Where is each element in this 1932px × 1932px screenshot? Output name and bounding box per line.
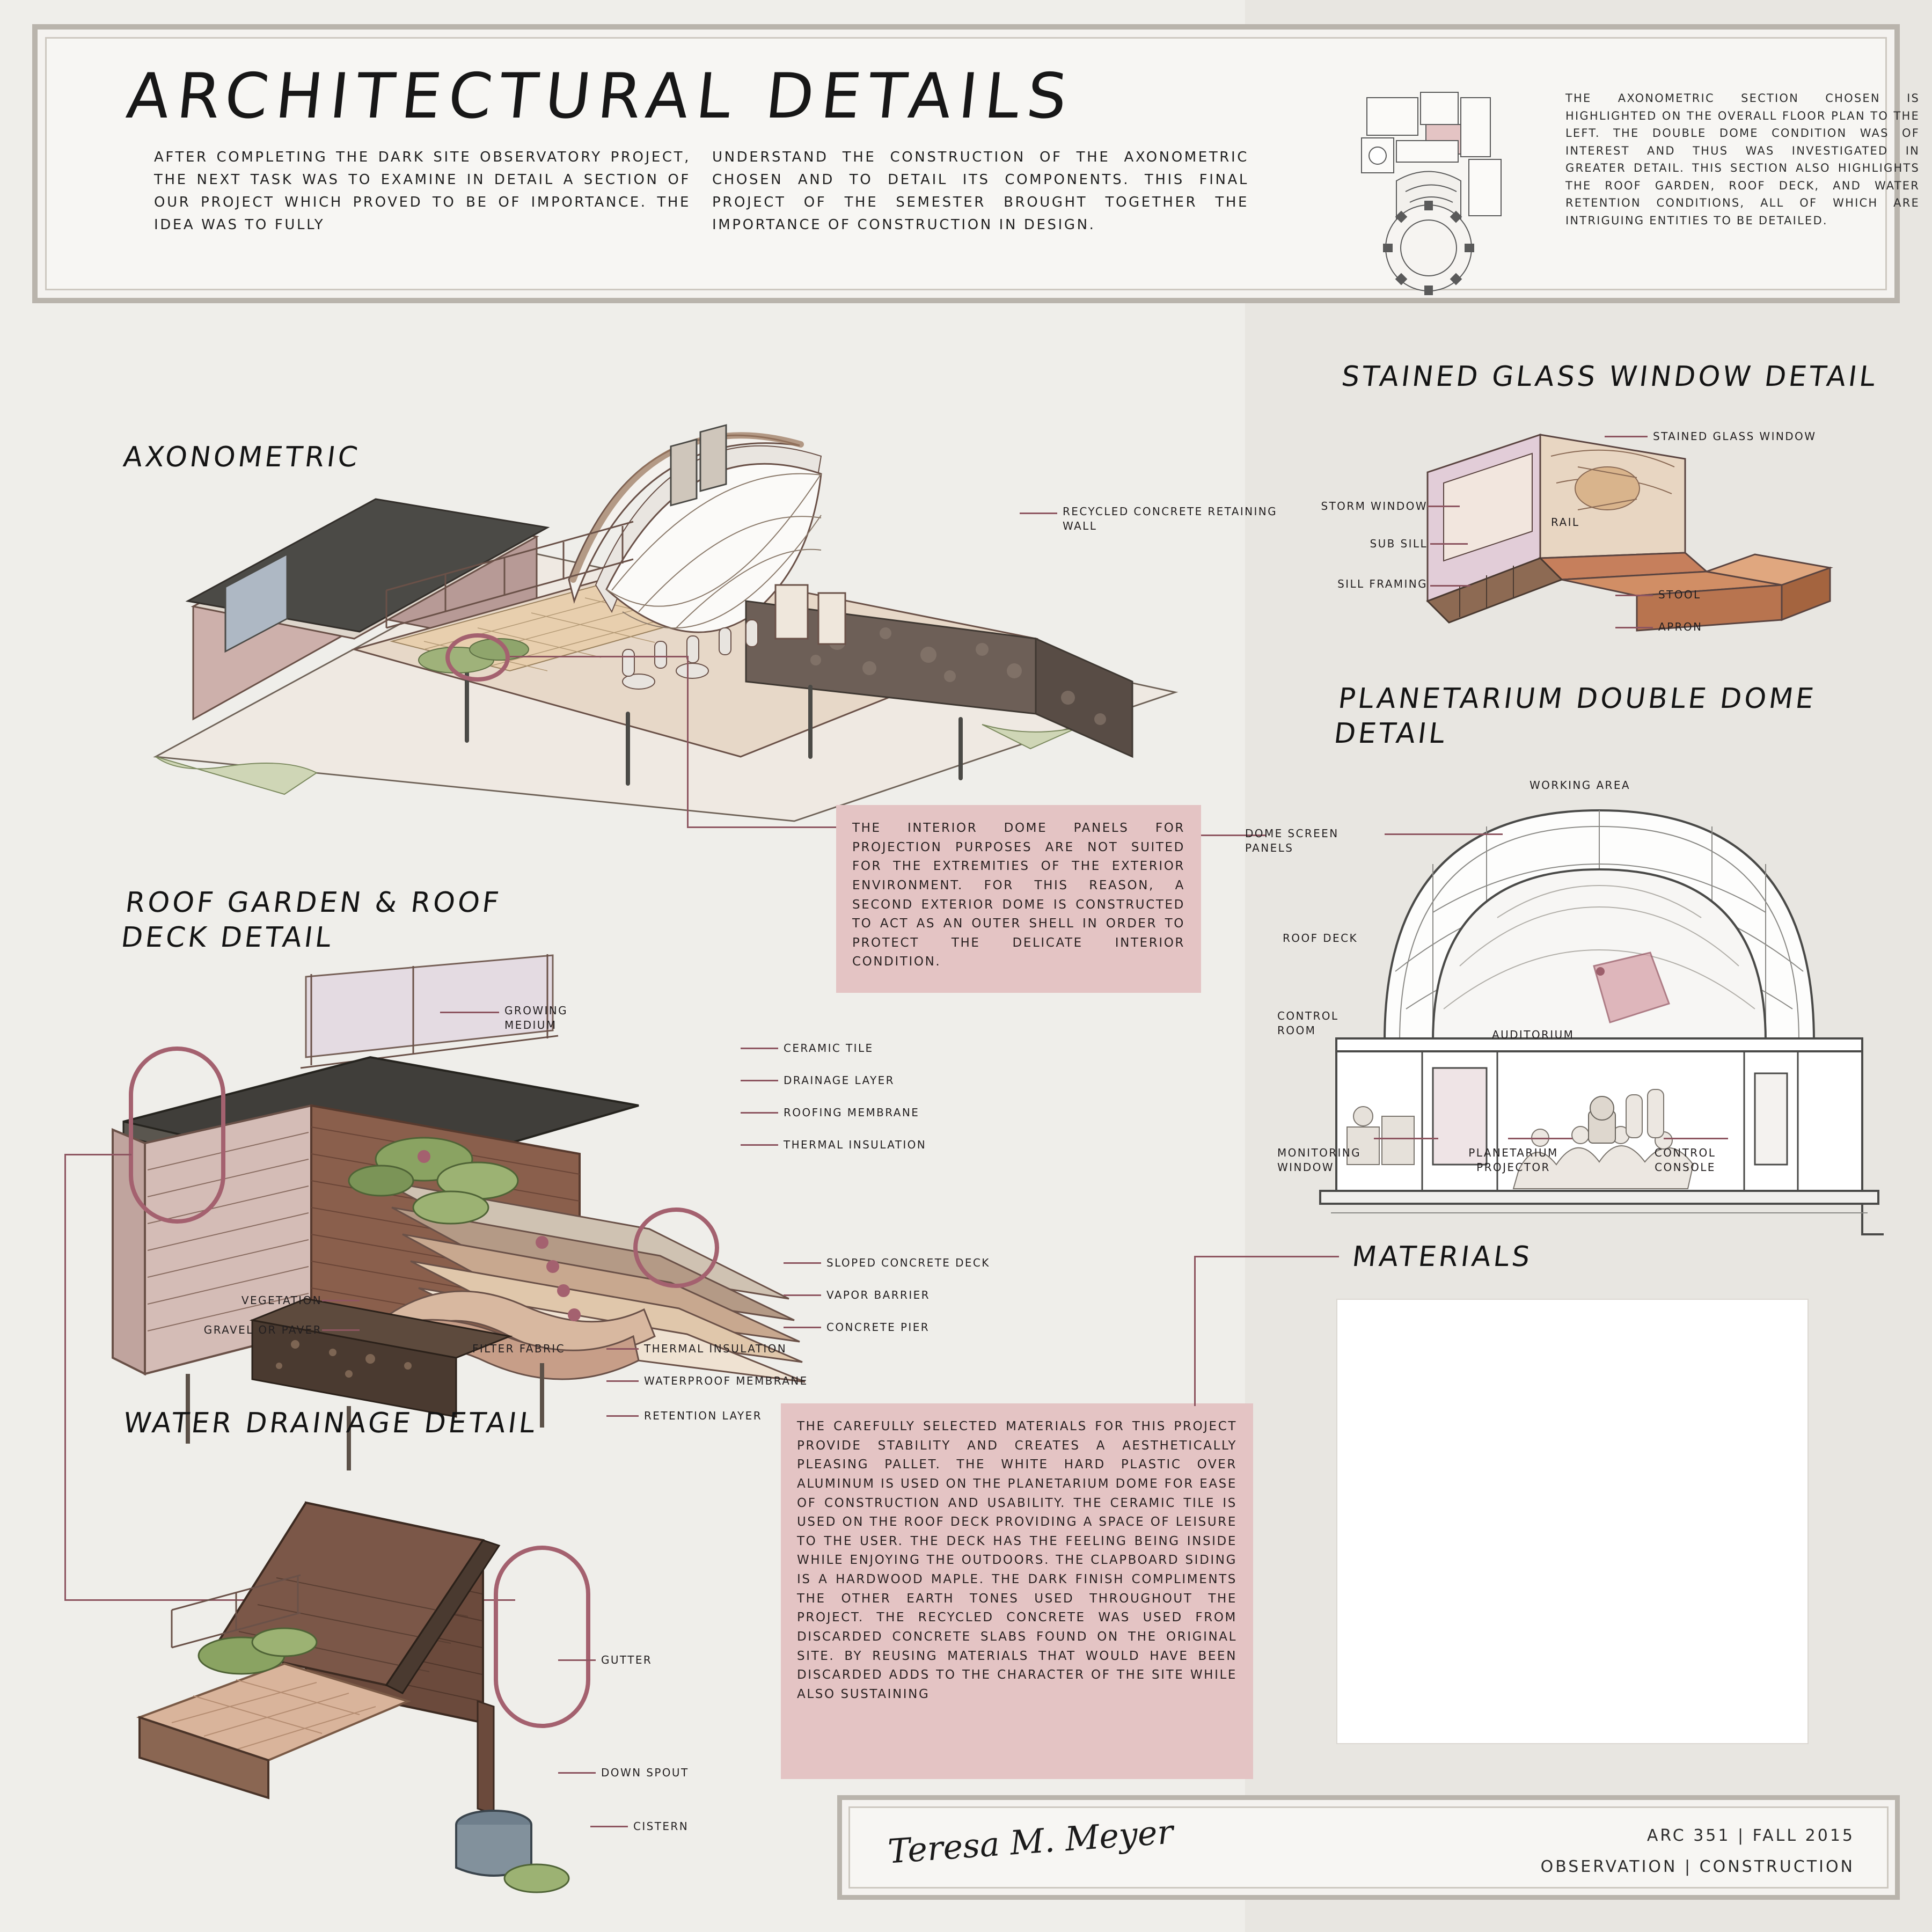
leader-growing-medium <box>440 1012 499 1013</box>
leader-control-console <box>1664 1138 1728 1139</box>
label-ceramic-tile: CERAMIC TILE <box>784 1042 874 1055</box>
water-drainage-drawing <box>107 1470 724 1911</box>
materials-swatch-panel <box>1336 1299 1809 1744</box>
label-growing-medium: GROWING MEDIUM <box>504 1004 568 1031</box>
leader-down-spout <box>558 1772 596 1774</box>
label-monitoring-window: MONITORING WINDOW <box>1277 1146 1362 1174</box>
footer-subtitle: OBSERVATION | CONSTRUCTION <box>1540 1857 1855 1876</box>
intro-paragraph-right: UNDERSTAND THE CONSTRUCTION OF THE AXONOMETRIC CHOSEN AND TO DETAIL ITS COMPONENTS. THIS FINAL PROJECT OF THE SEMESTER BROUGHT TOGETHER THE IMPORTANCE OF CONSTRUCTION IN DESIGN. <box>712 149 1249 233</box>
header-band <box>32 24 1920 303</box>
intro-paragraph-left: AFTER COMPLETING THE DARK SITE OBSERVATORY PROJECT, THE NEXT TASK WAS TO EXAMINE IN DETAIL A SECTION OF OUR PROJECT WHICH PROVED TO BE OF IMPORTANCE. THE IDEA WAS TO FULLY <box>154 149 691 233</box>
section-title-roof-garden: ROOF GARDEN & ROOF DECK DETAIL <box>119 887 503 954</box>
stained-glass-drawing <box>1406 424 1894 639</box>
leader-stool <box>1615 595 1653 596</box>
label-drainage-layer: DRAINAGE LAYER <box>784 1074 895 1087</box>
leader-sloped-concrete-deck <box>784 1262 821 1264</box>
leader-vapor-barrier <box>784 1294 821 1296</box>
leader-materials-h <box>1194 1256 1339 1257</box>
leader-materials-v <box>1194 1256 1196 1406</box>
label-gutter: GUTTER <box>601 1653 653 1666</box>
section-title-axonometric: AXONOMETRIC <box>121 441 362 473</box>
leader-axon-to-note-h2 <box>687 826 837 828</box>
leader-ceramic-tile <box>741 1048 778 1049</box>
signature: Teresa M. Meyer <box>887 1812 1175 1871</box>
leader-thermal-insulation <box>741 1144 778 1146</box>
footer-inner-frame <box>848 1806 1889 1889</box>
highlight-circle-gutter <box>494 1546 590 1728</box>
section-title-stained-glass: STAINED GLASS WINDOW DETAIL <box>1340 361 1880 393</box>
leader-stained-glass-window <box>1605 436 1648 437</box>
label-planetarium-projector: PLANETARIUM PROJECTOR <box>1468 1146 1558 1174</box>
leader-gutter <box>558 1659 596 1661</box>
section-title-materials: MATERIALS <box>1350 1241 1534 1273</box>
leader-drainage-layer <box>741 1080 778 1081</box>
leader-thermal-insulation-2 <box>606 1348 639 1350</box>
axonometric-drawing <box>123 349 1197 826</box>
leader-apron <box>1615 627 1653 628</box>
leader-roof-left-v <box>64 1154 66 1599</box>
label-thermal-insulation-2: THERMAL INSULATION <box>644 1342 787 1355</box>
key-plan-note: THE AXONOMETRIC SECTION CHOSEN IS HIGHLIGHTED ON THE OVERALL FLOOR PLAN TO THE LEFT. THE DOUBLE DOME CONDITION WAS OF INTEREST AND THUS WAS INVESTIGATED IN GREATER DETAIL. THIS SECTION ALSO HIGHLIGHTS THE ROOF GARDEN, ROOF DECK, AND WATER RETENTION CONDITIONS, ALL OF WHICH ARE INTRIGUING ENTITIES TO BE DETAILED. <box>1565 92 1920 227</box>
leader-retaining-wall <box>1020 513 1057 514</box>
label-filter-fabric: FILTER FABRIC <box>472 1342 565 1355</box>
highlight-circle-roof-right <box>633 1208 719 1288</box>
label-sill-framing: SILL FRAMING <box>1337 577 1428 590</box>
note-double-dome: THE INTERIOR DOME PANELS FOR PROJECTION PURPOSES ARE NOT SUITED FOR THE EXTREMITIES OF THE EXTERIOR ENVIRONMENT. FOR THIS REASON, A SECOND EXTERIOR DOME IS CONSTRUCTED TO ACT AS AN OUTER SHELL IN ORDER TO PROTECT THE DELICATE INTERIOR CONDITION. <box>836 805 1201 993</box>
leader-retention-layer <box>606 1415 639 1417</box>
label-sloped-concrete-deck: SLOPED CONCRETE DECK <box>826 1256 990 1269</box>
header-inner-frame <box>45 37 1920 290</box>
leader-vegetation <box>322 1300 360 1301</box>
label-vapor-barrier: VAPOR BARRIER <box>826 1289 930 1301</box>
leader-cistern <box>590 1826 628 1827</box>
label-control-room: CONTROL ROOM <box>1277 1009 1339 1037</box>
label-apron: APRON <box>1658 620 1703 633</box>
label-gravel-or-paver: GRAVEL OR PAVER <box>203 1323 322 1336</box>
footer-course: ARC 351 | FALL 2015 <box>1646 1826 1855 1845</box>
label-roofing-membrane: ROOFING MEMBRANE <box>784 1106 920 1119</box>
label-working-area: WORKING AREA <box>1529 779 1630 792</box>
label-down-spout: DOWN SPOUT <box>601 1766 689 1779</box>
note-materials: THE CAREFULLY SELECTED MATERIALS FOR THIS PROJECT PROVIDE STABILITY AND CREATES A AESTHETICALLY PLEASING PALLET. THE WHITE HARD PLASTIC OVER ALUMINUM IS USED ON THE PLANETARIUM DOME FOR EASE OF CONSTRUCTION AND USABILITY. THE CERAMIC TILE IS USED ON THE ROOF DECK PROVIDING A SPACE OF LEISURE TO THE USER. THE DECK HAS THE FEELING BEING INSIDE WHILE ENJOYING THE OUTDOORS. THE CLAPBOARD SIDING IS A HARDWOOD MAPLE. THE DARK FINISH COMPLIMENTS THE OTHER EARTH TONES USED THROUGHOUT THE PROJECT. THE RECYCLED CONCRETE WAS USED FROM DISCARDED CONCRETE SLABS FOUND ON THE ORIGINAL SITE. BY REUSING MATERIALS THAT WOULD HAVE BEEN DISCARDED ADDS TO THE CHARACTER OF THE SITE WHILE ALSO SUSTAINING <box>781 1403 1253 1779</box>
label-stained-glass-window: STAINED GLASS WINDOW <box>1653 430 1817 443</box>
leader-roof-left-h <box>64 1154 131 1155</box>
footer-band <box>837 1795 1900 1900</box>
label-sub-sill: SUB SILL <box>1370 537 1428 550</box>
label-cistern: CISTERN <box>633 1820 689 1833</box>
section-title-water-drainage: WATER DRAINAGE DETAIL <box>121 1407 539 1439</box>
leader-projector <box>1508 1138 1572 1139</box>
highlight-circle-roof-left <box>129 1046 225 1224</box>
highlight-circle-axon-dome <box>445 633 510 682</box>
leader-axon-to-note-v <box>687 656 689 828</box>
page-title: ARCHITECTURAL DETAILS <box>123 60 1078 133</box>
label-thermal-insulation: THERMAL INSULATION <box>784 1138 927 1151</box>
label-recycled-concrete-retaining-wall: RECYCLED CONCRETE RETAINING WALL <box>1063 505 1278 532</box>
label-concrete-pier: CONCRETE PIER <box>826 1321 930 1334</box>
label-roof-deck: ROOF DECK <box>1283 932 1358 945</box>
leader-roofing-membrane <box>741 1112 778 1114</box>
label-rail: RAIL <box>1551 516 1580 529</box>
label-stool: STOOL <box>1658 588 1701 601</box>
key-plan-thumbnail <box>1345 87 1544 312</box>
label-retention-layer: RETENTION LAYER <box>644 1409 763 1422</box>
leader-sill-framing <box>1430 585 1470 587</box>
leader-storm-window <box>1428 506 1460 507</box>
leader-concrete-pier <box>784 1327 821 1328</box>
label-waterproof-membrane: WATERPROOF MEMBRANE <box>644 1374 808 1387</box>
leader-waterproof-membrane <box>606 1380 639 1382</box>
leader-gravel-or-paver <box>322 1329 360 1331</box>
label-dome-screen-panels: DOME SCREEN PANELS <box>1245 827 1339 854</box>
leader-monitoring-window <box>1374 1138 1438 1139</box>
leader-axon-to-note-h <box>510 656 687 657</box>
label-storm-window: STORM WINDOW <box>1321 500 1428 513</box>
label-control-console: CONTROL CONSOLE <box>1654 1146 1716 1174</box>
section-title-planetarium: PLANETARIUM DOUBLE DOME DETAIL <box>1332 683 1818 750</box>
label-vegetation: VEGETATION <box>241 1294 322 1307</box>
leader-sub-sill <box>1430 543 1468 545</box>
label-auditorium: AUDITORIUM <box>1492 1028 1575 1041</box>
leader-dome-screen-panels <box>1385 833 1503 835</box>
